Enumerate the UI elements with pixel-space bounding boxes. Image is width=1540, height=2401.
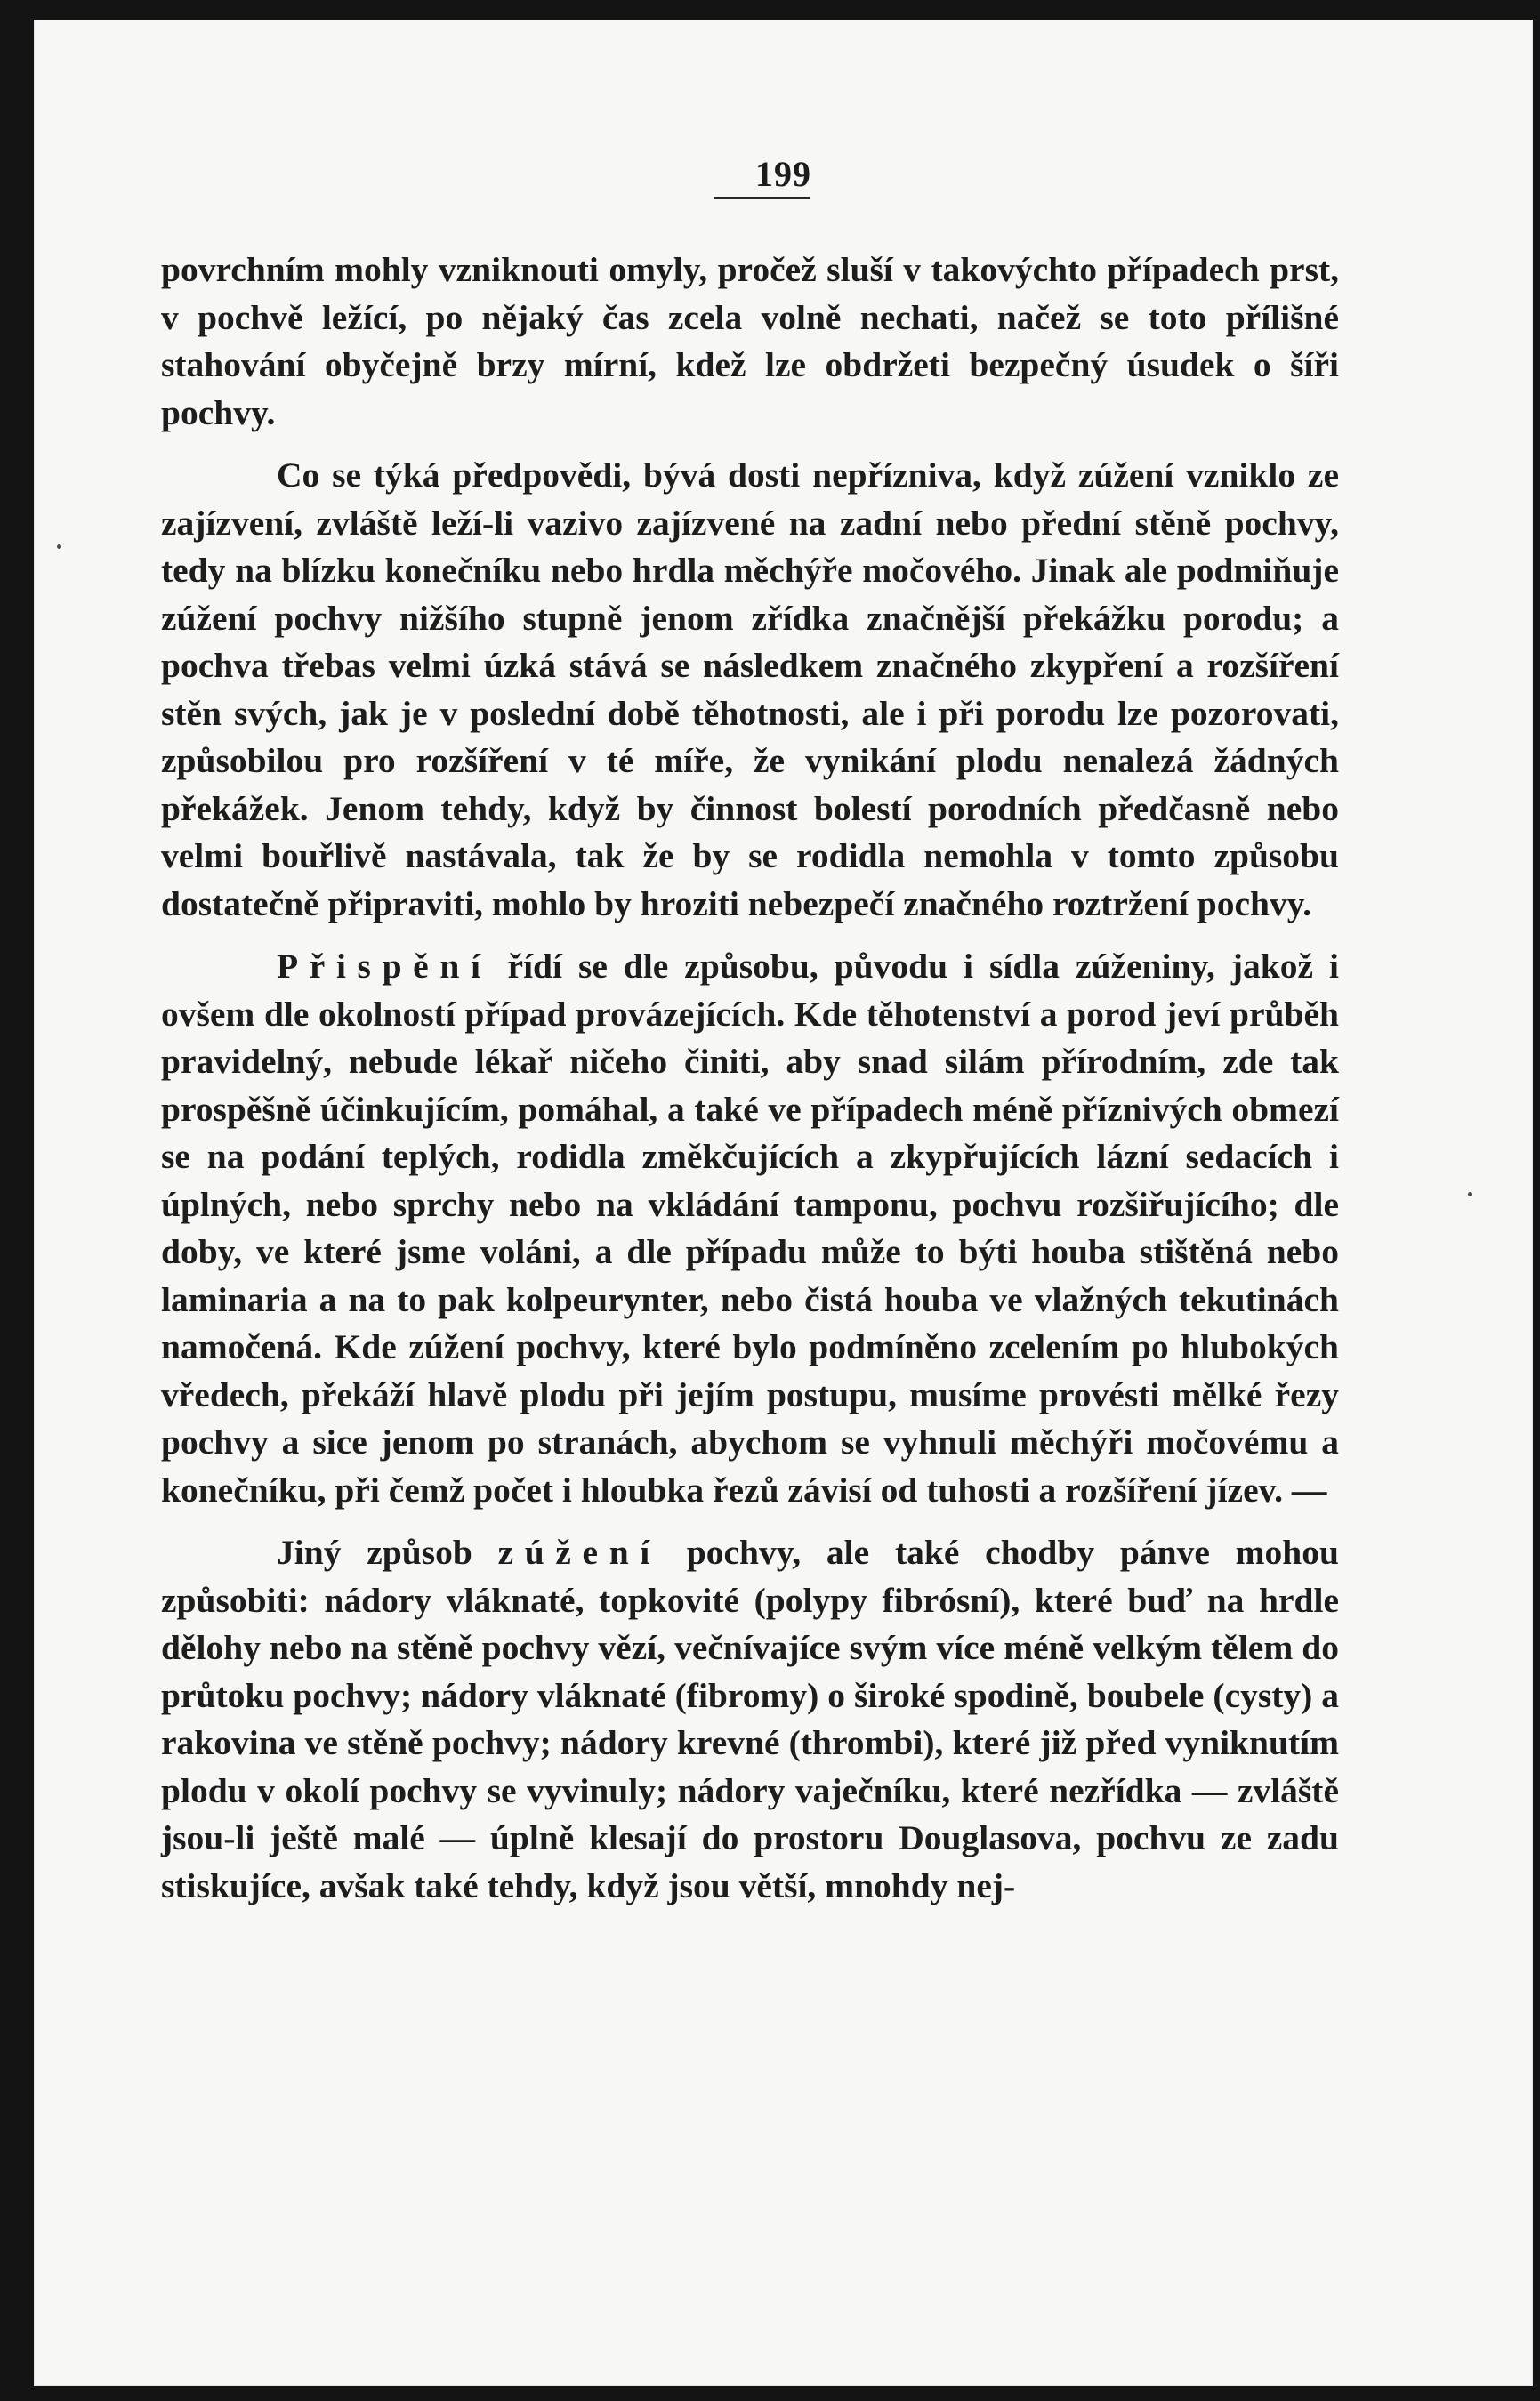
paragraph-3 [161,943,1339,1514]
paragraph-4 [161,1529,1339,1910]
paragraph-2: Co se týká předpovědi, bývá dosti nepřízniva, když zúžení vzniklo ze zajízvení, zvláště leží-li vazivo zajízvené na zadní nebo přední stěně pochvy, tedy na blízku konečníku nebo hrdla měchýře močového. Jinak ale podmiňuje zúžení pochvy nižšího stupně jenom zřídka značnější překážku porodu; a pochva třebas velmi úzká stává se následkem značného zkypření a rozšíření stěn svých, jak je v poslední době těhotnosti, ale i při porodu lze pozorovati, způsobilou pro rozšíření v té míře, že vynikání plodu nenalezá žádných překážek. Jenom tehdy, když by činnost bolestí porodních předčasně nebo velmi bouřlivě nastávala, tak že by se rodidla nemohla v tomto způsobu dostatečně připraviti, mohlo by hroziti nebezpečí značného roztržení pochvy. [161,455,1339,923]
spaced-heading-prispeni: Přispění [277,947,492,986]
spaced-term-zuzeni: zúžení [497,1533,661,1572]
page-number-underline [714,197,810,199]
paragraph-4-lead: Jiný způsob [277,1533,498,1572]
book-page [34,20,1533,2386]
scan-speck [1468,1192,1472,1196]
body-text [161,246,1339,1925]
paragraph-3-text: řídí se dle způsobu, původu i sídla zúženiny, jakož i ovšem dle okolností případ provázejících. Kde těhotenství a porod jeví průběh pravidelný, nebude lékař ničeho činiti, aby snad silám přírodním, zde tak prospěšně účinkujícím, pomáhal, a také ve případech méně příznivých obmezí se na podání teplých, rodidla změkčujících a zkypřujících lázní sedacích i úplných, nebo sprchy nebo na vkládání tamponu, pochvu rozšiřujícího; dle doby, ve které jsme voláni, a dle případu může to býti houba stištěná nebo laminaria a na to pak kolpeurynter, nebo čistá houba ve vlažných tekutinách namočená. Kde zúžení pochvy, které bylo podmíněno zcelením po hlubokých vředech, překáží hlavě plodu při jejím postupu, musíme provésti mělké řezy pochvy a sice jenom po stranách, abychom se vyhnuli měchýři močovému a konečníku, při čemž počet i hloubka řezů závisí od tuhosti a rozšíření jízev. — [161,947,1339,1510]
scan-speck [57,544,61,549]
page-number: 199 [755,154,811,194]
paragraph-1: povrchním mohly vzniknouti omyly, pročež sluší v takovýchto případech prst, v pochvě ležící, po nějaký čas zcela volně nechati, načež se toto přílišné stahování obyčejně brzy mírní, kdež lze obdržeti bezpečný úsudek o šíři pochvy. [161,250,1339,432]
paragraph-4-text: pochvy, ale také chodby pánve mohou způsobiti: nádory vláknaté, topkovité (polypy fibrósní), které buď na hrdle dělohy nebo na stěně pochvy vězí, večnívajíce svým více méně velkým tělem do průtoku pochvy; nádory vláknaté (fibromy) o široké spodině, boubele (cysty) a rakovina ve stěně pochvy; nádory krevné (thrombi), které již před vyniknutím plodu v okolí pochvy se vyvinuly; nádory vaječníku, které nezřídka — zvláště jsou-li ještě malé — úplně klesají do prostoru Douglasova, pochvu ze zadu stiskujíce, avšak také tehdy, když jsou větší, mnohdy nej- [161,1533,1339,1905]
